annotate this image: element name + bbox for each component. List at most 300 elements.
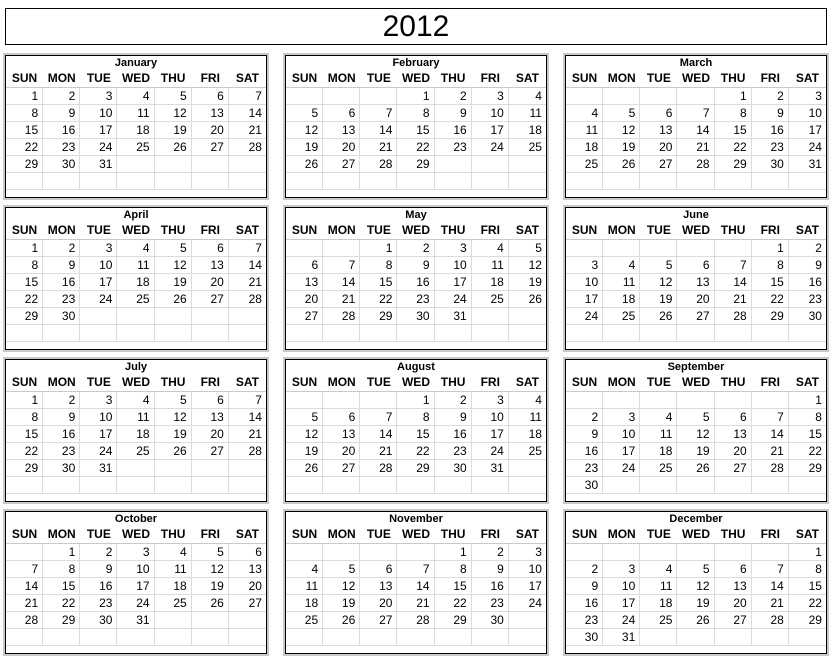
- day-cell: [603, 544, 640, 561]
- day-cell: 24: [80, 139, 117, 156]
- day-cell: 11: [286, 578, 323, 595]
- month-name: January: [114, 57, 158, 69]
- weekday-header: SAT: [509, 222, 546, 240]
- day-cell: 2: [566, 409, 603, 426]
- day-cell: 17: [603, 595, 640, 612]
- day-cell: 6: [192, 88, 229, 105]
- day-cell: 15: [789, 578, 826, 595]
- day-cell: [435, 173, 472, 190]
- day-cell: 8: [789, 409, 826, 426]
- day-cell: [192, 460, 229, 477]
- day-cell: 5: [509, 240, 546, 257]
- month-name: February: [392, 57, 440, 69]
- weekday-header: TUE: [360, 222, 397, 240]
- day-cell: 3: [789, 88, 826, 105]
- day-cell: [6, 477, 43, 494]
- day-cell: [229, 460, 266, 477]
- day-cell: 27: [715, 612, 752, 629]
- day-cell: 1: [6, 88, 43, 105]
- day-cell: [509, 156, 546, 173]
- day-cell: 2: [472, 544, 509, 561]
- day-cell: 19: [509, 274, 546, 291]
- day-cell: 29: [360, 308, 397, 325]
- day-cell: [677, 173, 714, 190]
- day-cell: [6, 173, 43, 190]
- day-cell: 8: [43, 561, 80, 578]
- day-cell: [752, 477, 789, 494]
- day-cell: [229, 308, 266, 325]
- day-cell: 25: [509, 443, 546, 460]
- weekday-header: TUE: [360, 526, 397, 544]
- day-cell: 1: [360, 240, 397, 257]
- month-name: March: [679, 57, 713, 69]
- day-cell: 22: [789, 443, 826, 460]
- day-cell: 12: [155, 257, 192, 274]
- day-cell: 23: [566, 460, 603, 477]
- day-cell: 13: [323, 122, 360, 139]
- day-cell: 22: [360, 291, 397, 308]
- day-cell: 9: [43, 105, 80, 122]
- day-cell: 11: [603, 274, 640, 291]
- weekday-header: SAT: [509, 526, 546, 544]
- day-cell: 6: [715, 561, 752, 578]
- day-cell: 18: [117, 426, 154, 443]
- day-cell: [229, 156, 266, 173]
- day-cell: 23: [43, 291, 80, 308]
- weekday-header: SAT: [789, 222, 826, 240]
- day-cell: [155, 612, 192, 629]
- weekday-header: SAT: [229, 70, 266, 88]
- day-cell: 5: [677, 409, 714, 426]
- day-cell: 4: [509, 392, 546, 409]
- day-cell: 8: [397, 105, 434, 122]
- day-cell: 24: [472, 139, 509, 156]
- weekday-header: MON: [603, 374, 640, 392]
- day-cell: [472, 156, 509, 173]
- day-cell: 26: [323, 612, 360, 629]
- day-cell: 13: [323, 426, 360, 443]
- day-cell: 20: [286, 291, 323, 308]
- day-cell: 15: [397, 426, 434, 443]
- day-cell: 8: [715, 105, 752, 122]
- day-cell: [509, 612, 546, 629]
- day-cell: 22: [715, 139, 752, 156]
- day-cell: 20: [323, 139, 360, 156]
- day-cell: [640, 477, 677, 494]
- day-cell: 18: [155, 578, 192, 595]
- month-grid: [566, 374, 826, 494]
- day-cell: 27: [640, 156, 677, 173]
- day-cell: 7: [677, 105, 714, 122]
- day-cell: [397, 325, 434, 342]
- day-cell: 17: [80, 426, 117, 443]
- day-cell: 7: [397, 561, 434, 578]
- day-cell: [715, 392, 752, 409]
- day-cell: 26: [640, 308, 677, 325]
- day-cell: 21: [323, 291, 360, 308]
- day-cell: [80, 325, 117, 342]
- day-cell: 13: [229, 561, 266, 578]
- day-cell: 20: [192, 426, 229, 443]
- month-december: [565, 511, 827, 654]
- day-cell: 5: [286, 409, 323, 426]
- day-cell: [192, 477, 229, 494]
- day-cell: 10: [80, 105, 117, 122]
- day-cell: 18: [117, 122, 154, 139]
- day-cell: [80, 629, 117, 646]
- day-cell: 6: [715, 409, 752, 426]
- day-cell: 10: [117, 561, 154, 578]
- month-grid: [6, 222, 266, 342]
- day-cell: [435, 629, 472, 646]
- day-cell: 22: [43, 595, 80, 612]
- weekday-header: SUN: [6, 70, 43, 88]
- day-cell: 16: [566, 595, 603, 612]
- day-cell: 11: [640, 578, 677, 595]
- day-cell: 27: [323, 156, 360, 173]
- day-cell: 17: [80, 122, 117, 139]
- weekday-header: SUN: [566, 222, 603, 240]
- day-cell: 11: [566, 122, 603, 139]
- weekday-header: SUN: [566, 70, 603, 88]
- day-cell: [397, 544, 434, 561]
- day-cell: [677, 544, 714, 561]
- day-cell: 26: [192, 595, 229, 612]
- day-cell: 26: [155, 443, 192, 460]
- day-cell: 22: [6, 139, 43, 156]
- weekday-header: WED: [117, 526, 154, 544]
- day-cell: 24: [509, 595, 546, 612]
- day-cell: [192, 612, 229, 629]
- day-cell: 4: [117, 392, 154, 409]
- day-cell: [677, 477, 714, 494]
- weekday-header: WED: [117, 222, 154, 240]
- day-cell: [229, 612, 266, 629]
- day-cell: 21: [229, 426, 266, 443]
- day-cell: 8: [397, 409, 434, 426]
- day-cell: 29: [397, 460, 434, 477]
- day-cell: 9: [789, 257, 826, 274]
- day-cell: 13: [192, 409, 229, 426]
- weekday-header: WED: [397, 222, 434, 240]
- day-cell: 25: [472, 291, 509, 308]
- day-cell: 27: [677, 308, 714, 325]
- weekday-header: SAT: [509, 374, 546, 392]
- weekday-header: MON: [323, 526, 360, 544]
- day-cell: 27: [360, 612, 397, 629]
- day-cell: 4: [640, 561, 677, 578]
- day-cell: [229, 325, 266, 342]
- day-cell: [472, 629, 509, 646]
- day-cell: 24: [117, 595, 154, 612]
- day-cell: 16: [435, 122, 472, 139]
- day-cell: [117, 156, 154, 173]
- weekday-header: SAT: [789, 374, 826, 392]
- day-cell: 3: [472, 392, 509, 409]
- weekday-header: TUE: [640, 526, 677, 544]
- day-cell: [509, 460, 546, 477]
- day-cell: 5: [192, 544, 229, 561]
- day-cell: 28: [752, 612, 789, 629]
- day-cell: 3: [566, 257, 603, 274]
- day-cell: [117, 325, 154, 342]
- day-cell: [80, 173, 117, 190]
- day-cell: 9: [566, 578, 603, 595]
- day-cell: [323, 544, 360, 561]
- day-cell: [715, 240, 752, 257]
- day-cell: [566, 325, 603, 342]
- day-cell: 12: [640, 274, 677, 291]
- day-cell: 6: [323, 409, 360, 426]
- day-cell: 31: [435, 308, 472, 325]
- weekday-header: SUN: [566, 526, 603, 544]
- day-cell: [677, 240, 714, 257]
- day-cell: 21: [397, 595, 434, 612]
- month-april: [5, 207, 267, 350]
- day-cell: [472, 325, 509, 342]
- month-august: [285, 359, 547, 502]
- day-cell: 4: [117, 88, 154, 105]
- day-cell: 7: [229, 88, 266, 105]
- weekday-header: SUN: [286, 374, 323, 392]
- day-cell: [43, 173, 80, 190]
- weekday-header: TUE: [80, 222, 117, 240]
- day-cell: 7: [360, 409, 397, 426]
- weekday-header: FRI: [752, 374, 789, 392]
- day-cell: 26: [155, 291, 192, 308]
- day-cell: 3: [80, 88, 117, 105]
- day-cell: [509, 325, 546, 342]
- weekday-header: TUE: [640, 374, 677, 392]
- day-cell: 31: [117, 612, 154, 629]
- day-cell: 6: [677, 257, 714, 274]
- day-cell: 23: [435, 443, 472, 460]
- day-cell: [229, 477, 266, 494]
- day-cell: 28: [323, 308, 360, 325]
- day-cell: 9: [43, 257, 80, 274]
- day-cell: 19: [155, 122, 192, 139]
- day-cell: [603, 173, 640, 190]
- day-cell: 23: [435, 139, 472, 156]
- day-cell: [286, 88, 323, 105]
- month-name: August: [397, 361, 435, 373]
- day-cell: 21: [715, 291, 752, 308]
- day-cell: 16: [43, 426, 80, 443]
- day-cell: [43, 629, 80, 646]
- day-cell: 11: [509, 105, 546, 122]
- day-cell: 27: [192, 291, 229, 308]
- day-cell: [80, 308, 117, 325]
- day-cell: 30: [80, 612, 117, 629]
- weekday-header: WED: [117, 70, 154, 88]
- day-cell: 16: [43, 274, 80, 291]
- day-cell: 17: [472, 426, 509, 443]
- weekday-header: THU: [155, 374, 192, 392]
- weekday-header: MON: [603, 222, 640, 240]
- day-cell: 7: [229, 240, 266, 257]
- day-cell: 1: [435, 544, 472, 561]
- day-cell: 28: [229, 291, 266, 308]
- day-cell: 4: [566, 105, 603, 122]
- day-cell: 8: [6, 257, 43, 274]
- day-cell: 10: [80, 409, 117, 426]
- weekday-header: THU: [715, 222, 752, 240]
- day-cell: 14: [229, 105, 266, 122]
- day-cell: [286, 544, 323, 561]
- weekday-header: WED: [677, 526, 714, 544]
- day-cell: 6: [192, 392, 229, 409]
- day-cell: 5: [677, 561, 714, 578]
- day-cell: 12: [323, 578, 360, 595]
- day-cell: 29: [6, 156, 43, 173]
- day-cell: [323, 392, 360, 409]
- day-cell: 4: [640, 409, 677, 426]
- day-cell: [192, 325, 229, 342]
- day-cell: 10: [603, 426, 640, 443]
- day-cell: 25: [155, 595, 192, 612]
- day-cell: 6: [360, 561, 397, 578]
- day-cell: 23: [80, 595, 117, 612]
- weekday-header: THU: [155, 222, 192, 240]
- day-cell: 18: [509, 426, 546, 443]
- day-cell: 27: [192, 443, 229, 460]
- day-cell: [752, 544, 789, 561]
- day-cell: [435, 325, 472, 342]
- day-cell: [286, 629, 323, 646]
- day-cell: 20: [640, 139, 677, 156]
- day-cell: 25: [603, 308, 640, 325]
- weekday-header: SUN: [6, 374, 43, 392]
- month-july: [5, 359, 267, 502]
- day-cell: [677, 392, 714, 409]
- day-cell: [360, 325, 397, 342]
- day-cell: [360, 392, 397, 409]
- day-cell: [360, 629, 397, 646]
- day-cell: [286, 477, 323, 494]
- day-cell: 21: [752, 443, 789, 460]
- day-cell: [323, 173, 360, 190]
- day-cell: 25: [117, 291, 154, 308]
- day-cell: 16: [80, 578, 117, 595]
- day-cell: 5: [286, 105, 323, 122]
- day-cell: 4: [117, 240, 154, 257]
- day-cell: [603, 88, 640, 105]
- day-cell: 13: [640, 122, 677, 139]
- day-cell: 2: [752, 88, 789, 105]
- day-cell: 19: [155, 426, 192, 443]
- weekday-header: MON: [323, 222, 360, 240]
- day-cell: [715, 629, 752, 646]
- weekday-header: SUN: [6, 526, 43, 544]
- month-name: September: [667, 361, 725, 373]
- day-cell: 17: [566, 291, 603, 308]
- day-cell: 16: [566, 443, 603, 460]
- month-february: [285, 55, 547, 198]
- day-cell: 12: [677, 426, 714, 443]
- day-cell: 13: [360, 578, 397, 595]
- day-cell: 23: [472, 595, 509, 612]
- day-cell: 14: [6, 578, 43, 595]
- weekday-header: THU: [155, 70, 192, 88]
- day-cell: 25: [640, 460, 677, 477]
- day-cell: 14: [323, 274, 360, 291]
- day-cell: 30: [43, 156, 80, 173]
- day-cell: 7: [6, 561, 43, 578]
- day-cell: [360, 477, 397, 494]
- day-cell: 1: [789, 544, 826, 561]
- day-cell: 31: [603, 629, 640, 646]
- day-cell: [155, 477, 192, 494]
- day-cell: 8: [360, 257, 397, 274]
- day-cell: 7: [752, 561, 789, 578]
- day-cell: 2: [80, 544, 117, 561]
- weekday-header: THU: [715, 70, 752, 88]
- weekday-header: SAT: [229, 222, 266, 240]
- day-cell: 2: [789, 240, 826, 257]
- month-name: October: [114, 513, 158, 525]
- day-cell: 26: [603, 156, 640, 173]
- day-cell: 6: [229, 544, 266, 561]
- day-cell: 26: [677, 460, 714, 477]
- day-cell: [715, 477, 752, 494]
- weekday-header: SAT: [509, 70, 546, 88]
- day-cell: 25: [286, 612, 323, 629]
- day-cell: [155, 629, 192, 646]
- day-cell: [752, 325, 789, 342]
- day-cell: 24: [472, 443, 509, 460]
- day-cell: 28: [677, 156, 714, 173]
- day-cell: 6: [323, 105, 360, 122]
- weekday-header: FRI: [472, 222, 509, 240]
- weekday-header: THU: [715, 374, 752, 392]
- day-cell: [286, 325, 323, 342]
- day-cell: 14: [752, 578, 789, 595]
- weekday-header: MON: [43, 374, 80, 392]
- day-cell: 18: [286, 595, 323, 612]
- day-cell: 11: [117, 409, 154, 426]
- day-cell: 18: [640, 595, 677, 612]
- weekday-header: FRI: [752, 526, 789, 544]
- day-cell: 20: [715, 443, 752, 460]
- day-cell: [192, 629, 229, 646]
- day-cell: [286, 392, 323, 409]
- day-cell: 19: [155, 274, 192, 291]
- day-cell: 9: [435, 409, 472, 426]
- day-cell: [640, 544, 677, 561]
- day-cell: [117, 308, 154, 325]
- day-cell: 26: [677, 612, 714, 629]
- day-cell: 27: [715, 460, 752, 477]
- day-cell: 30: [789, 308, 826, 325]
- day-cell: 30: [752, 156, 789, 173]
- month-january: [5, 55, 267, 198]
- day-cell: 20: [192, 122, 229, 139]
- day-cell: 7: [229, 392, 266, 409]
- day-cell: [117, 460, 154, 477]
- day-cell: 3: [80, 240, 117, 257]
- day-cell: 28: [229, 139, 266, 156]
- day-cell: 5: [640, 257, 677, 274]
- weekday-header: TUE: [360, 70, 397, 88]
- day-cell: 15: [789, 426, 826, 443]
- day-cell: 25: [640, 612, 677, 629]
- month-grid: [6, 526, 266, 646]
- day-cell: 5: [155, 240, 192, 257]
- day-cell: 6: [192, 240, 229, 257]
- day-cell: [155, 460, 192, 477]
- day-cell: [397, 629, 434, 646]
- day-cell: 23: [397, 291, 434, 308]
